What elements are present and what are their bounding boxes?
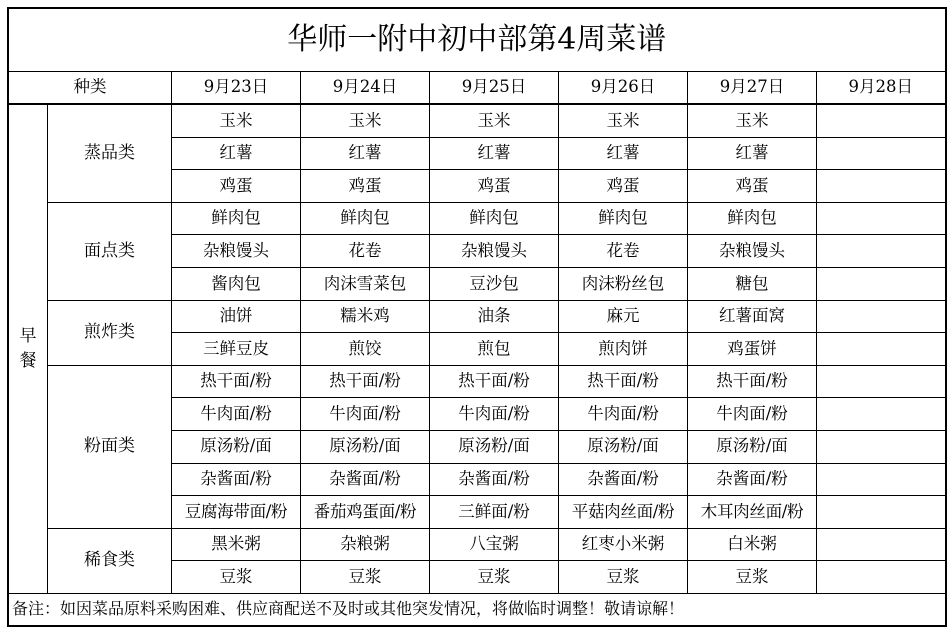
menu-item: 花卷	[301, 235, 430, 268]
menu-item: 麻元	[559, 300, 688, 333]
menu-item: 肉沫粉丝包	[559, 267, 688, 300]
menu-item: 原汤粉/面	[430, 430, 559, 463]
menu-item: 白米粥	[688, 528, 817, 561]
menu-item: 红薯	[559, 137, 688, 170]
menu-item: 杂酱面/粉	[688, 463, 817, 496]
menu-item: 杂粮馒头	[688, 235, 817, 268]
footnote: 备注：如因菜品原料采购困难、供应商配送不及时或其他突发情况，将做临时调整！敬请谅解！	[8, 593, 946, 626]
menu-item: 木耳肉丝面/粉	[688, 496, 817, 529]
menu-item: 鸡蛋	[172, 170, 301, 203]
menu-item: 牛肉面/粉	[559, 398, 688, 431]
menu-row	[8, 365, 946, 398]
menu-item: 热干面/粉	[688, 365, 817, 398]
menu-item: 花卷	[559, 235, 688, 268]
menu-item	[817, 463, 946, 496]
menu-item: 红薯	[301, 137, 430, 170]
menu-item	[817, 300, 946, 333]
menu-item: 红薯	[430, 137, 559, 170]
day-header: 9月28日	[817, 72, 946, 105]
menu-item	[817, 104, 946, 137]
menu-item: 煎包	[430, 333, 559, 366]
menu-item: 豆腐海带面/粉	[172, 496, 301, 529]
menu-item: 原汤粉/面	[301, 430, 430, 463]
menu-item: 红枣小米粥	[559, 528, 688, 561]
day-header: 9月27日	[688, 72, 817, 105]
note-row	[8, 593, 946, 626]
day-header: 9月25日	[430, 72, 559, 105]
menu-item: 豆浆	[172, 561, 301, 594]
menu-item	[817, 496, 946, 529]
menu-item: 牛肉面/粉	[301, 398, 430, 431]
menu-item: 八宝粥	[430, 528, 559, 561]
menu-item: 酱肉包	[172, 267, 301, 300]
menu-item: 杂酱面/粉	[559, 463, 688, 496]
menu-item: 红薯面窝	[688, 300, 817, 333]
menu-item: 油饼	[172, 300, 301, 333]
category-column-header: 种类	[8, 72, 172, 105]
menu-sheet	[7, 7, 947, 627]
menu-item: 玉米	[559, 104, 688, 137]
header-row	[8, 72, 946, 105]
menu-item: 番茄鸡蛋面/粉	[301, 496, 430, 529]
menu-item: 油条	[430, 300, 559, 333]
menu-item: 豆浆	[559, 561, 688, 594]
day-header: 9月24日	[301, 72, 430, 105]
menu-item: 豆浆	[301, 561, 430, 594]
menu-item: 玉米	[430, 104, 559, 137]
menu-item: 鸡蛋	[559, 170, 688, 203]
menu-row	[8, 104, 946, 137]
menu-item: 玉米	[688, 104, 817, 137]
menu-row	[8, 202, 946, 235]
menu-row	[8, 300, 946, 333]
menu-item: 牛肉面/粉	[430, 398, 559, 431]
menu-item	[817, 235, 946, 268]
menu-item: 原汤粉/面	[559, 430, 688, 463]
category-label: 面点类	[48, 202, 172, 300]
menu-item	[817, 365, 946, 398]
menu-item	[817, 561, 946, 594]
menu-item	[817, 267, 946, 300]
menu-item: 杂粮馒头	[430, 235, 559, 268]
menu-item: 热干面/粉	[301, 365, 430, 398]
menu-item: 鸡蛋	[301, 170, 430, 203]
menu-item: 鲜肉包	[430, 202, 559, 235]
menu-item: 鸡蛋	[430, 170, 559, 203]
menu-item: 鸡蛋饼	[688, 333, 817, 366]
meal-label: 早 餐	[8, 104, 48, 593]
category-label: 煎炸类	[48, 300, 172, 365]
menu-item: 平菇肉丝面/粉	[559, 496, 688, 529]
menu-item: 原汤粉/面	[172, 430, 301, 463]
menu-item: 鸡蛋	[688, 170, 817, 203]
menu-item: 煎肉饼	[559, 333, 688, 366]
menu-row	[8, 528, 946, 561]
menu-item: 三鲜豆皮	[172, 333, 301, 366]
menu-item: 豆浆	[688, 561, 817, 594]
menu-table	[7, 7, 947, 627]
category-label: 稀食类	[48, 528, 172, 593]
menu-item: 杂粮馒头	[172, 235, 301, 268]
menu-item: 杂酱面/粉	[301, 463, 430, 496]
menu-item: 杂酱面/粉	[430, 463, 559, 496]
menu-item: 牛肉面/粉	[688, 398, 817, 431]
menu-item: 黑米粥	[172, 528, 301, 561]
menu-item: 热干面/粉	[430, 365, 559, 398]
day-header: 9月26日	[559, 72, 688, 105]
menu-item	[817, 202, 946, 235]
menu-item: 红薯	[688, 137, 817, 170]
page-title: 华师一附中初中部第4周菜谱	[8, 8, 946, 72]
menu-item	[817, 398, 946, 431]
menu-item: 玉米	[172, 104, 301, 137]
menu-item: 红薯	[172, 137, 301, 170]
menu-item: 牛肉面/粉	[172, 398, 301, 431]
menu-item: 三鲜面/粉	[430, 496, 559, 529]
menu-item: 原汤粉/面	[688, 430, 817, 463]
menu-item: 鲜肉包	[301, 202, 430, 235]
menu-item	[817, 137, 946, 170]
menu-item: 热干面/粉	[172, 365, 301, 398]
menu-item: 豆浆	[430, 561, 559, 594]
menu-item	[817, 333, 946, 366]
day-header: 9月23日	[172, 72, 301, 105]
category-label: 蒸品类	[48, 104, 172, 202]
menu-item: 鲜肉包	[688, 202, 817, 235]
menu-item: 热干面/粉	[559, 365, 688, 398]
menu-item: 糖包	[688, 267, 817, 300]
category-label: 粉面类	[48, 365, 172, 528]
menu-item: 玉米	[301, 104, 430, 137]
menu-item	[817, 430, 946, 463]
menu-item: 杂酱面/粉	[172, 463, 301, 496]
menu-item	[817, 170, 946, 203]
menu-item: 糯米鸡	[301, 300, 430, 333]
menu-item: 豆沙包	[430, 267, 559, 300]
menu-item: 煎饺	[301, 333, 430, 366]
menu-item: 肉沫雪菜包	[301, 267, 430, 300]
menu-item: 杂粮粥	[301, 528, 430, 561]
menu-item	[817, 528, 946, 561]
menu-item: 鲜肉包	[172, 202, 301, 235]
menu-item: 鲜肉包	[559, 202, 688, 235]
